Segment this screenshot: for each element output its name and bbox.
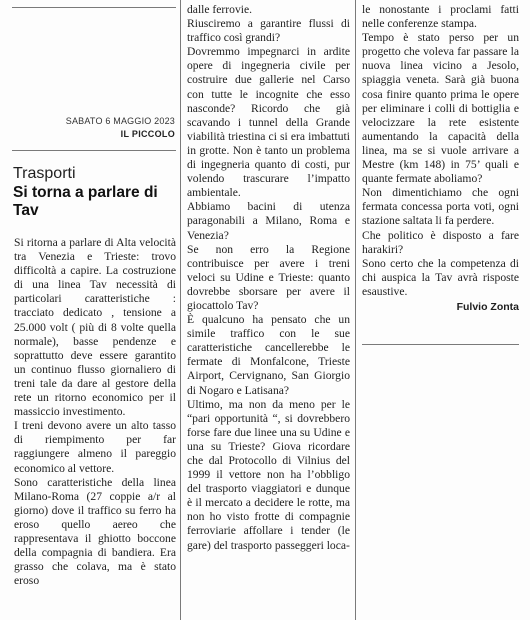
paragraph: Che politico è disposto a fare harakiri? [362, 228, 519, 256]
paragraph: Dovremmo impegnarci in ardite opere di ingegneria civile per costruire due gallerie nel Carso con tutte le incognite che esso nasconde? Ricordo che già scavando i tunnel della Grande viabilità triestina ci si era imbattuti in grotte. Non è tanto un problema di ingegneria quanto di costi, pur volendo trascurare l’impatto ambientale. [187, 45, 350, 200]
text-column-1 [14, 236, 176, 588]
text-column-3 [362, 3, 519, 314]
publication-date: SABATO 6 MAGGIO 2023 [65, 116, 175, 126]
header-rule [12, 150, 176, 151]
paragraph: Sono caratteristiche della linea Milano-Roma (27 coppie a/r al giorno) dove il traffico su ferro ha eroso quello aereo che rappresentava il ghiotto boccone della compagnia di bandiera. Era grasso che colava, ma è stato eroso [14, 475, 176, 588]
paragraph: Se non erro la Regione contribuisce per avere i treni veloci su Udine e Trieste: quanto dovrebbe sborsare per avere il giocattolo Tav? [187, 242, 350, 312]
top-rule [12, 7, 176, 8]
paragraph: Riusciremo a garantire flussi di traffico così grandi? [187, 17, 350, 45]
paragraph: I treni devono avere un alto tasso di riempimento per far raggiungere almeno il pareggio economico al vettore. [14, 419, 176, 475]
paragraph: Si ritorna a parlare di Alta velocità tra Venezia e Trieste: trovo difficoltà a capire. La costruzione di una linea Tav necessità di particolari caratteristiche : tracciato dedicato , tensione a 25.000 volt ( più di 8 volte quella normale), basse pendenze e soprattutto deve essere garantito un continuo flusso giornaliero di treni tale da dare al gestore della rete un ritorno economico per il massiccio investimento. [14, 236, 176, 419]
section-label: Trasporti [13, 165, 76, 182]
paragraph: Tempo è stato perso per un progetto che voleva far passare la nuova linea vicino a Jesolo, spiaggia veneta. Sarà già buona cosa finire quanto prima le opere per eliminare i colli di bottiglia e velocizzare la rete esistente aumentando la capacità della linea, ma se si vuole arrivare a Mestre (km 148) in 75’ quali e quante fermate aboliamo? [362, 31, 519, 186]
paragraph: È qualcuno ha pensato che un simile traffico con le sue caratteristiche cancellerebbe le fermate di Monfalcone, Trieste Airport, Cervignano, San Giorgio di Nogaro e Latisana? [187, 313, 350, 397]
publication-source: IL PICCOLO [120, 129, 175, 139]
paragraph: dalle ferrovie. [187, 3, 253, 16]
end-rule [362, 344, 519, 345]
text-column-2 [187, 3, 350, 553]
paragraph: le nonostante i proclami fatti nelle conferenze stampa. [362, 3, 519, 31]
headline: Si torna a parlare di Tav [13, 184, 158, 219]
paragraph: Ultimo, ma non da meno per le “pari opportunità “, si dovrebbero forse fare due linee una su Udine e una su Trieste? Giova ricordare che dal Protocollo di Vilnius del 1999 il vettore non ha l’obbligo del trasporto viaggiatori e dunque è il mercato a decidere le rotte, ma non ho visto frotte di compagnie ferroviarie affollare i tender (le gare) del trasporto passeggeri loca- [187, 397, 350, 552]
paragraph: Non dimentichiamo che ogni fermata concessa porta voti, ogni stazione saltata li fa perdere. [362, 186, 519, 228]
paragraph: Abbiamo bacini di utenza paragonabili a Milano, Roma e Venezia? [187, 200, 350, 242]
paragraph: Sono certo che la competenza di chi auspica la Tav avrà risposte esaustive. [362, 256, 519, 298]
column-rule [355, 0, 356, 620]
column-rule [180, 0, 181, 620]
author-signature: Fulvio Zonta [456, 300, 519, 313]
